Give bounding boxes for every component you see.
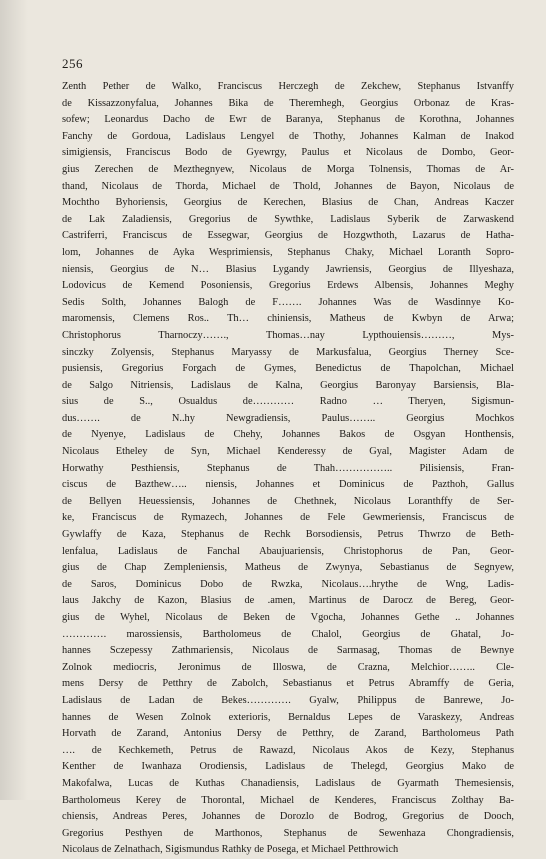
text-line: Fanchy de Gordoua, Ladislaus Lengyel de Thothy, Johannes Kalman de Inakod (62, 130, 514, 142)
text-line: maromensis, Clemens Ros.. Th… chiniensis, Matheus de Kwbyn de Arwa; (62, 313, 514, 325)
text-line: dus……. de N..hy Newgradiensis, Paulus…….. Georgius Mochkos (62, 412, 514, 424)
text-line: simigiensis, Franciscus Bodo de Gyewrgy, Paulus et Nicolaus de Dombo, Geor- (62, 147, 514, 159)
text-line: Ladislaus de Ladan de Bekes…………. Gyalw, Philippus de Banrewe, Jo- (62, 694, 514, 706)
text-line: Gywlaffy de Kaza, Stephanus de Rechk Borsodiensis, Petrus Thwrzo de Beth- (62, 529, 514, 541)
text-line: de Nyenye, Ladislaus de Chehy, Johannes Bakos de Osgyan Honthensis, (62, 429, 514, 441)
text-line: de Lak Zaladiensis, Gregorius de Sywthke, Ladislaus Syberik de Zarwaskend (62, 213, 514, 225)
text-line: Zenth Pether de Walko, Franciscus Herczegh de Zekchew, Stephanus Istvanffy (62, 81, 514, 92)
text-line: gius de Chap Zempleniensis, Matheus de Zwynya, Sebastianus de Segnyew, (62, 562, 514, 574)
text-line: Nicolaus Etheley de Syn, Michael Kenderessy de Gyal, Magister Adam de (62, 446, 514, 458)
text-line: de Saros, Dominicus Dobo de Rwzka, Nicolaus….hrythe de Wng, Ladis- (62, 578, 514, 590)
text-line: Horwathy Pesthiensis, Stephanus de Thah…………….. Pilisiensis, Fran- (62, 462, 514, 474)
text-line: de Salgo Nitriensis, Ladislaus de Kalna, Georgius Baronyay Barsiensis, Bla- (62, 379, 514, 391)
text-line: de Bellyen Heuessiensis, Johannes de Chethnek, Nicolaus Loranthffy de Ser- (62, 495, 514, 507)
text-line: ke, Franciscus de Rymazech, Johannes de Fele Gewmeriensis, Franciscus de (62, 512, 514, 524)
text-line: niensis, Georgius de N… Blasius Lygandy Jawriensis, Georgius de Illyeshaza, (62, 263, 514, 275)
text-line: Bartholomeus Kerey de Thorontal, Michael de Kenderes, Franciscus Zolthay Ba- (62, 794, 514, 806)
text-line: pusiensis, Gregorius Forgach de Gymes, Benedictus de Thapolchan, Michael (62, 363, 514, 375)
text-line: Sedis Solth, Johannes Balogh de F……. Johannes Was de Wasdinnye Ko- (62, 296, 514, 308)
text-line: Lodovicus de Kemend Posoniensis, Gregorius Erdews Albensis, Johannes Meghy (62, 280, 514, 292)
text-line: Nicolaus de Zelnathach, Sigismundus Rathky de Posega, et Michael Petthrowich (62, 844, 399, 856)
text-line: Christophorus Tharnoczy……., Thomas…nay Lypthouiensis………, Mys- (62, 329, 514, 341)
text-line: de Kissazzonyfalua, Johannes Bika de Theremhegh, Georgius Orbonaz de Kras- (62, 97, 514, 109)
text-line: chiensis, Andreas Peres, Johannes de Dorozlo de Bodrog, Gregorius de Dooch, (62, 811, 514, 823)
text-line: gius de Wyhel, Nicolaus de Beken de Vgocha, Johannes Gethe .. Johannes (62, 612, 514, 623)
text-line: hannes de Wesen Zolnok exterioris, Bernaldus Lepes de Varaskezy, Andreas (62, 711, 514, 723)
text-line: lom, Johannes de Ayka Wesprimiensis, Stephanus Chaky, Michael Loranth Sopro- (62, 246, 514, 258)
text-line: Gregorius Pesthyen de Marthonos, Stephanus de Sewenhaza Chongradiensis, (62, 827, 514, 839)
text-line: hannes Sczepessy Zathmariensis, Nicolaus de Sarmasag, Thomas de Bewnye (62, 645, 514, 657)
page-number: 256 (62, 56, 83, 71)
text-line: …………. marossiensis, Bartholomeus de Chalol, Georgius de Ghatal, Jo- (62, 628, 514, 640)
text-line: Castriferri, Franciscus de Essegwar, Georgius de Hozgwthoth, Lazarus de Hatha- (62, 230, 514, 242)
text-line: Makofalwa, Lucas de Kuthas Chanadiensis, Ladislaus de Gyarmath Themesiensis, (62, 777, 514, 789)
text-line: gius Zerechen de Mezthegnyew, Nicolaus de Morga Tolnensis, Thomas de Ar- (62, 163, 514, 175)
text-line: mens Dersy de Petthry de Zabolch, Sebastianus et Petrus Abramffy de Geria, (62, 678, 514, 690)
text-line: sius de S.., Osualdus de………… Radno … Theryen, Sigismun- (62, 396, 514, 408)
text-line: thand, Nicolaus de Thorda, Michael de Thold, Johannes de Bayon, Nicolaus de (62, 180, 514, 192)
text-line: Zolnok mediocris, Jeronimus de Illoswa, de Crazna, Melchior…….. Cle- (62, 661, 514, 673)
text-line: ciscus de Bazthew….. niensis, Johannes et Dominicus de Pazthoh, Gallus (62, 479, 514, 491)
text-line: Mochtho Byhoriensis, Georgius de Kerechen, Blasius de Chan, Andreas Kaczer (62, 197, 514, 209)
text-line: sofew; Leonardus Dacho de Ewr de Baranya, Stephanus de Korothna, Johannes (62, 114, 514, 126)
text-line: sinczky Zolyensis, Stephanus Maryassy de Markusfalua, Georgius Therney Sce- (62, 346, 514, 358)
text-line: lenfalua, Ladislaus de Fanchal Abaujuariensis, Christophorus de Pan, Geor- (62, 545, 514, 557)
text-line: …. de Kechkemeth, Petrus de Rawazd, Nicolaus Akos de Kezy, Stephanus (62, 744, 514, 756)
text-line: Kenther de Iwanhaza Orodiensis, Ladislaus de Thelegd, Georgius Mako de (62, 761, 514, 773)
body-text (62, 79, 514, 859)
text-line: laus Jakchy de Kazon, Blasius de .amen, Martinus de Darocz de Bereg, Geor- (62, 595, 514, 607)
text-line: Horvath de Zarand, Antonius Dersy de Petthry, de Zarand, Bartholomeus Path (62, 728, 514, 740)
